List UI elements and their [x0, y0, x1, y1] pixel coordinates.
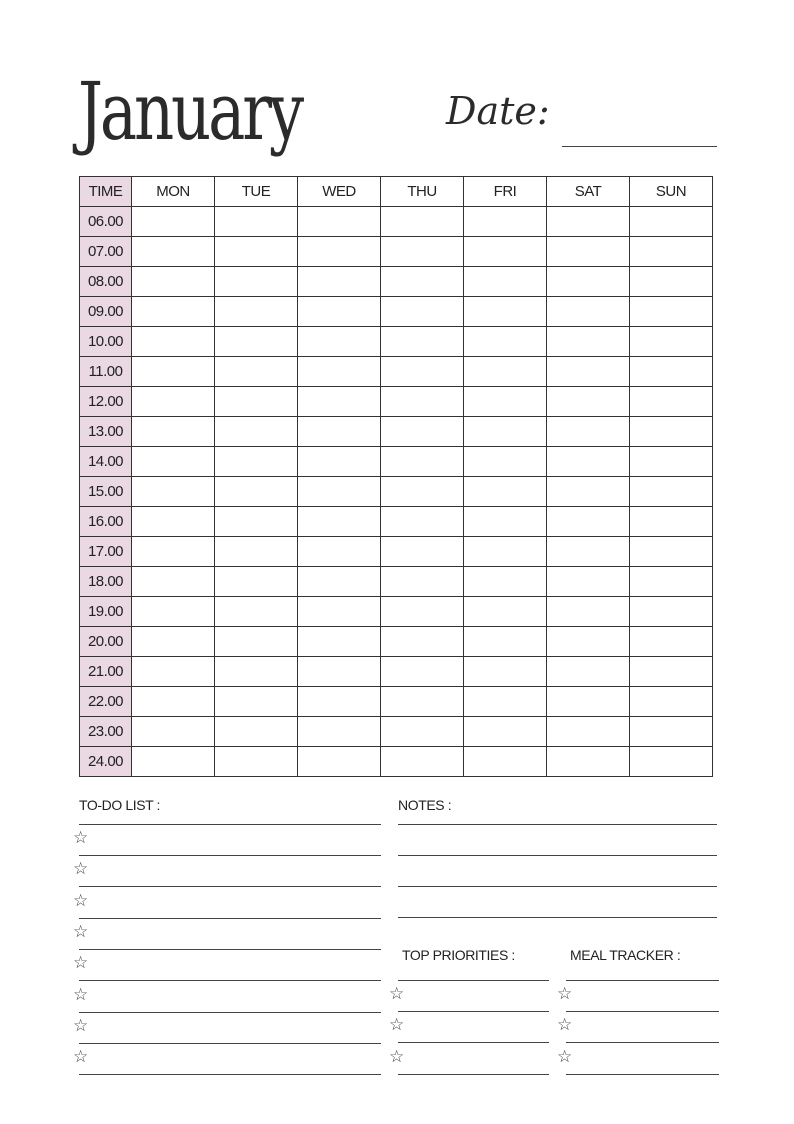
star-icon: ☆ — [389, 984, 405, 1004]
priority-line[interactable] — [398, 1011, 549, 1012]
schedule-cell-tue[interactable] — [215, 717, 298, 747]
schedule-cell-sun[interactable] — [630, 507, 713, 537]
day-header-mon: MON — [132, 177, 215, 207]
schedule-cell-tue[interactable] — [215, 237, 298, 267]
schedule-cell-mon[interactable] — [132, 657, 215, 687]
schedule-cell-wed[interactable] — [298, 597, 381, 627]
schedule-cell-wed[interactable] — [298, 657, 381, 687]
schedule-cell-sun[interactable] — [630, 297, 713, 327]
schedule-cell-tue[interactable] — [215, 657, 298, 687]
time-slot-label: 22.00 — [80, 687, 132, 717]
star-icon: ☆ — [73, 859, 89, 880]
schedule-cell-tue[interactable] — [215, 327, 298, 357]
schedule-cell-sat[interactable] — [547, 357, 630, 387]
schedule-cell-fri[interactable] — [464, 747, 547, 777]
star-icon: ☆ — [557, 984, 573, 1004]
schedule-cell-thu[interactable] — [381, 657, 464, 687]
notes-line[interactable] — [398, 824, 717, 825]
schedule-cell-sun[interactable] — [630, 567, 713, 597]
star-icon: ☆ — [557, 1015, 573, 1035]
priority-line[interactable] — [398, 1074, 549, 1075]
star-icon: ☆ — [73, 921, 89, 942]
schedule-row — [80, 387, 713, 417]
time-slot-label: 06.00 — [80, 207, 132, 237]
meal-line[interactable] — [566, 980, 719, 981]
meal-tracker-label: MEAL TRACKER : — [570, 947, 681, 963]
schedule-cell-thu[interactable] — [381, 327, 464, 357]
todo-list-label: TO-DO LIST : — [79, 797, 161, 813]
notes-line[interactable] — [398, 917, 717, 918]
schedule-cell-thu[interactable] — [381, 417, 464, 447]
schedule-cell-wed[interactable] — [298, 237, 381, 267]
priority-line[interactable] — [398, 1042, 549, 1043]
notes-line[interactable] — [398, 855, 717, 856]
schedule-cell-fri[interactable] — [464, 327, 547, 357]
schedule-cell-tue[interactable] — [215, 507, 298, 537]
schedule-cell-wed[interactable] — [298, 327, 381, 357]
schedule-cell-wed[interactable] — [298, 717, 381, 747]
date-input-line[interactable] — [562, 146, 717, 147]
schedule-cell-fri[interactable] — [464, 567, 547, 597]
schedule-cell-sun[interactable] — [630, 477, 713, 507]
schedule-cell-fri[interactable] — [464, 657, 547, 687]
schedule-cell-thu[interactable] — [381, 567, 464, 597]
schedule-cell-tue[interactable] — [215, 627, 298, 657]
time-slot-label: 12.00 — [80, 387, 132, 417]
schedule-cell-wed[interactable] — [298, 357, 381, 387]
schedule-cell-tue[interactable] — [215, 567, 298, 597]
schedule-row — [80, 237, 713, 267]
schedule-cell-sun[interactable] — [630, 597, 713, 627]
day-header-sat: SAT — [547, 177, 630, 207]
schedule-cell-wed[interactable] — [298, 477, 381, 507]
priority-line[interactable] — [398, 980, 549, 981]
schedule-cell-fri[interactable] — [464, 297, 547, 327]
day-header-tue: TUE — [215, 177, 298, 207]
schedule-cell-fri[interactable] — [464, 207, 547, 237]
weekly-schedule-table — [79, 176, 713, 777]
schedule-row — [80, 687, 713, 717]
schedule-cell-wed[interactable] — [298, 297, 381, 327]
schedule-row — [80, 747, 713, 777]
schedule-cell-fri[interactable] — [464, 447, 547, 477]
star-icon: ☆ — [73, 953, 89, 974]
todo-line[interactable] — [79, 1012, 381, 1013]
time-slot-label: 23.00 — [80, 717, 132, 747]
schedule-cell-thu[interactable] — [381, 747, 464, 777]
schedule-cell-thu[interactable] — [381, 507, 464, 537]
time-slot-label: 07.00 — [80, 237, 132, 267]
schedule-cell-tue[interactable] — [215, 267, 298, 297]
schedule-cell-fri[interactable] — [464, 687, 547, 717]
schedule-cell-wed[interactable] — [298, 507, 381, 537]
schedule-cell-sun[interactable] — [630, 267, 713, 297]
schedule-cell-wed[interactable] — [298, 627, 381, 657]
schedule-cell-mon[interactable] — [132, 747, 215, 777]
schedule-row — [80, 537, 713, 567]
schedule-cell-sat[interactable] — [547, 567, 630, 597]
notes-label: NOTES : — [398, 797, 452, 813]
todo-line[interactable] — [79, 980, 381, 981]
schedule-cell-thu[interactable] — [381, 627, 464, 657]
schedule-cell-fri[interactable] — [464, 357, 547, 387]
schedule-row — [80, 597, 713, 627]
top-priorities-label: TOP PRIORITIES : — [402, 947, 515, 963]
star-icon: ☆ — [73, 890, 89, 911]
schedule-cell-thu[interactable] — [381, 207, 464, 237]
schedule-cell-thu[interactable] — [381, 267, 464, 297]
schedule-cell-sat[interactable] — [547, 447, 630, 477]
todo-line[interactable] — [79, 1043, 381, 1044]
schedule-cell-wed[interactable] — [298, 747, 381, 777]
schedule-cell-thu[interactable] — [381, 357, 464, 387]
schedule-cell-tue[interactable] — [215, 687, 298, 717]
schedule-cell-mon[interactable] — [132, 627, 215, 657]
schedule-cell-mon[interactable] — [132, 717, 215, 747]
schedule-cell-thu[interactable] — [381, 477, 464, 507]
schedule-cell-sat[interactable] — [547, 477, 630, 507]
schedule-cell-tue[interactable] — [215, 537, 298, 567]
schedule-cell-sun[interactable] — [630, 237, 713, 267]
todo-line[interactable] — [79, 886, 381, 887]
schedule-cell-tue[interactable] — [215, 447, 298, 477]
schedule-cell-sun[interactable] — [630, 747, 713, 777]
schedule-cell-fri[interactable] — [464, 387, 547, 417]
schedule-row — [80, 717, 713, 747]
schedule-cell-mon[interactable] — [132, 597, 215, 627]
schedule-cell-fri[interactable] — [464, 597, 547, 627]
schedule-cell-fri[interactable] — [464, 237, 547, 267]
time-slot-label: 11.00 — [80, 357, 132, 387]
time-slot-label: 20.00 — [80, 627, 132, 657]
schedule-cell-fri[interactable] — [464, 537, 547, 567]
schedule-cell-wed[interactable] — [298, 537, 381, 567]
time-slot-label: 24.00 — [80, 747, 132, 777]
day-header-sun: SUN — [630, 177, 713, 207]
schedule-cell-sun[interactable] — [630, 207, 713, 237]
schedule-cell-sat[interactable] — [547, 657, 630, 687]
star-icon: ☆ — [73, 1015, 89, 1036]
time-slot-label: 21.00 — [80, 657, 132, 687]
schedule-row — [80, 357, 713, 387]
schedule-row — [80, 297, 713, 327]
schedule-cell-sun[interactable] — [630, 417, 713, 447]
schedule-row — [80, 567, 713, 597]
meal-line[interactable] — [566, 1011, 719, 1012]
schedule-cell-wed[interactable] — [298, 687, 381, 717]
todo-line[interactable] — [79, 918, 381, 919]
schedule-cell-sat[interactable] — [547, 747, 630, 777]
schedule-cell-wed[interactable] — [298, 267, 381, 297]
time-slot-label: 15.00 — [80, 477, 132, 507]
schedule-cell-sat[interactable] — [547, 537, 630, 567]
todo-line[interactable] — [79, 855, 381, 856]
star-icon: ☆ — [557, 1047, 573, 1067]
schedule-cell-thu[interactable] — [381, 687, 464, 717]
schedule-row — [80, 267, 713, 297]
schedule-cell-sat[interactable] — [547, 687, 630, 717]
schedule-cell-tue[interactable] — [215, 297, 298, 327]
schedule-cell-mon[interactable] — [132, 447, 215, 477]
schedule-cell-mon[interactable] — [132, 327, 215, 357]
schedule-row — [80, 417, 713, 447]
schedule-cell-fri[interactable] — [464, 717, 547, 747]
schedule-cell-mon[interactable] — [132, 237, 215, 267]
date-label: Date: — [446, 89, 550, 133]
schedule-cell-mon[interactable] — [132, 387, 215, 417]
time-slot-label: 18.00 — [80, 567, 132, 597]
schedule-cell-tue[interactable] — [215, 387, 298, 417]
schedule-row — [80, 207, 713, 237]
meal-line[interactable] — [566, 1074, 719, 1075]
schedule-cell-sat[interactable] — [547, 237, 630, 267]
star-icon: ☆ — [73, 984, 89, 1005]
schedule-cell-sun[interactable] — [630, 657, 713, 687]
schedule-cell-tue[interactable] — [215, 357, 298, 387]
schedule-row — [80, 327, 713, 357]
schedule-cell-sat[interactable] — [547, 717, 630, 747]
schedule-row — [80, 627, 713, 657]
schedule-cell-sat[interactable] — [547, 327, 630, 357]
schedule-cell-sat[interactable] — [547, 417, 630, 447]
schedule-row — [80, 477, 713, 507]
star-icon: ☆ — [389, 1015, 405, 1035]
schedule-cell-sat[interactable] — [547, 207, 630, 237]
schedule-cell-sat[interactable] — [547, 267, 630, 297]
schedule-cell-sat[interactable] — [547, 627, 630, 657]
schedule-cell-fri[interactable] — [464, 627, 547, 657]
schedule-cell-tue[interactable] — [215, 417, 298, 447]
schedule-cell-wed[interactable] — [298, 387, 381, 417]
schedule-cell-sun[interactable] — [630, 537, 713, 567]
star-icon: ☆ — [73, 1047, 89, 1068]
schedule-cell-mon[interactable] — [132, 297, 215, 327]
schedule-cell-sun[interactable] — [630, 687, 713, 717]
schedule-cell-fri[interactable] — [464, 267, 547, 297]
time-slot-label: 08.00 — [80, 267, 132, 297]
schedule-cell-thu[interactable] — [381, 387, 464, 417]
schedule-cell-mon[interactable] — [132, 357, 215, 387]
schedule-cell-thu[interactable] — [381, 597, 464, 627]
time-slot-label: 19.00 — [80, 597, 132, 627]
schedule-cell-thu[interactable] — [381, 297, 464, 327]
todo-line[interactable] — [79, 1074, 381, 1075]
schedule-cell-mon[interactable] — [132, 687, 215, 717]
schedule-cell-mon[interactable] — [132, 267, 215, 297]
schedule-row — [80, 447, 713, 477]
schedule-cell-thu[interactable] — [381, 237, 464, 267]
schedule-cell-sat[interactable] — [547, 597, 630, 627]
day-header-thu: THU — [381, 177, 464, 207]
schedule-cell-mon[interactable] — [132, 477, 215, 507]
schedule-cell-sun[interactable] — [630, 357, 713, 387]
schedule-cell-tue[interactable] — [215, 207, 298, 237]
schedule-cell-thu[interactable] — [381, 717, 464, 747]
schedule-cell-sun[interactable] — [630, 717, 713, 747]
notes-line[interactable] — [398, 886, 717, 887]
schedule-cell-sun[interactable] — [630, 447, 713, 477]
schedule-row — [80, 507, 713, 537]
meal-line[interactable] — [566, 1042, 719, 1043]
schedule-cell-tue[interactable] — [215, 747, 298, 777]
schedule-cell-wed[interactable] — [298, 447, 381, 477]
schedule-cell-mon[interactable] — [132, 507, 215, 537]
schedule-cell-wed[interactable] — [298, 417, 381, 447]
schedule-cell-mon[interactable] — [132, 567, 215, 597]
schedule-cell-sat[interactable] — [547, 297, 630, 327]
time-slot-label: 16.00 — [80, 507, 132, 537]
todo-line[interactable] — [79, 824, 381, 825]
schedule-cell-thu[interactable] — [381, 447, 464, 477]
schedule-cell-mon[interactable] — [132, 537, 215, 567]
schedule-cell-fri[interactable] — [464, 507, 547, 537]
schedule-row — [80, 657, 713, 687]
time-slot-label: 17.00 — [80, 537, 132, 567]
schedule-cell-tue[interactable] — [215, 597, 298, 627]
schedule-cell-sun[interactable] — [630, 627, 713, 657]
page-title: January — [78, 65, 302, 158]
schedule-cell-wed[interactable] — [298, 207, 381, 237]
schedule-body — [80, 207, 713, 777]
schedule-cell-wed[interactable] — [298, 567, 381, 597]
schedule-cell-fri[interactable] — [464, 417, 547, 447]
day-header-wed: WED — [298, 177, 381, 207]
schedule-cell-sun[interactable] — [630, 327, 713, 357]
star-icon: ☆ — [389, 1047, 405, 1067]
time-header: TIME — [80, 177, 132, 207]
schedule-cell-thu[interactable] — [381, 537, 464, 567]
schedule-cell-sun[interactable] — [630, 387, 713, 417]
schedule-cell-fri[interactable] — [464, 477, 547, 507]
schedule-cell-tue[interactable] — [215, 477, 298, 507]
star-icon: ☆ — [73, 828, 89, 848]
schedule-cell-mon[interactable] — [132, 417, 215, 447]
time-slot-label: 10.00 — [80, 327, 132, 357]
schedule-header-row — [80, 177, 713, 207]
day-header-fri: FRI — [464, 177, 547, 207]
time-slot-label: 14.00 — [80, 447, 132, 477]
schedule-cell-sat[interactable] — [547, 507, 630, 537]
todo-line[interactable] — [79, 949, 381, 950]
time-slot-label: 13.00 — [80, 417, 132, 447]
schedule-cell-mon[interactable] — [132, 207, 215, 237]
schedule-cell-sat[interactable] — [547, 387, 630, 417]
time-slot-label: 09.00 — [80, 297, 132, 327]
